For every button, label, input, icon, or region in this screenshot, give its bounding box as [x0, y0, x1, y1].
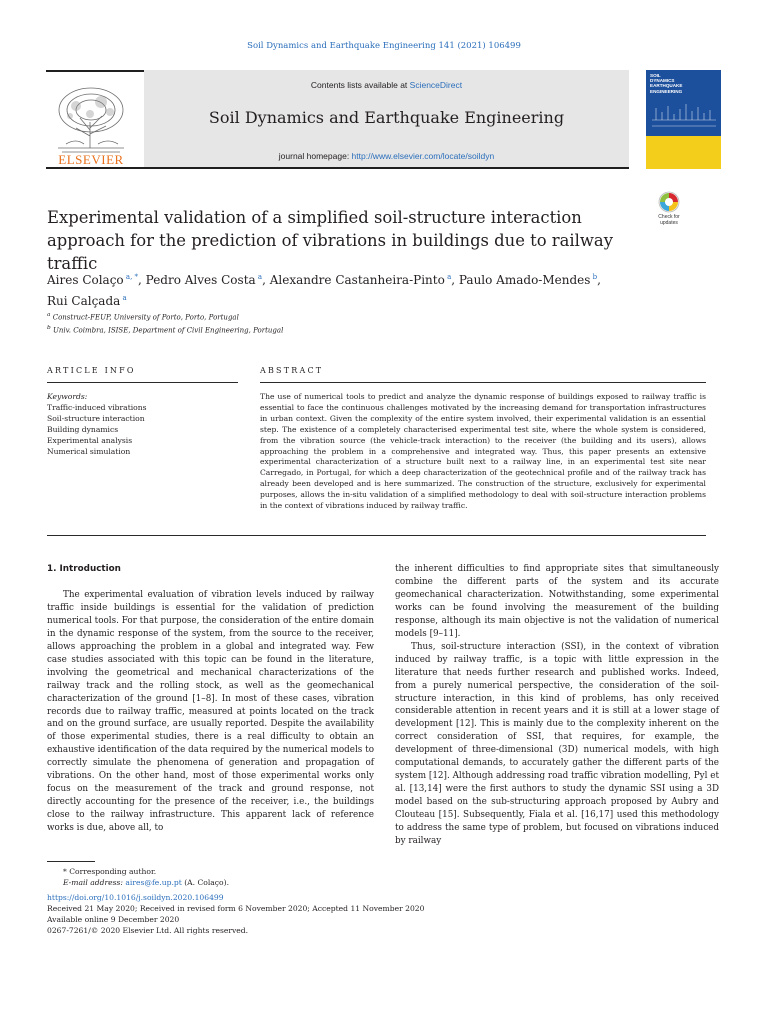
keyword-item: Soil-structure interaction [47, 413, 145, 423]
received-dates: Received 21 May 2020; Received in revised form 6 November 2020; Accepted 11 November 2020 [47, 903, 425, 913]
affiliation-text: Construct-FEUP, University of Porto, Porto, Portugal [52, 313, 239, 322]
author-affiliation-mark[interactable]: a [122, 294, 127, 302]
publisher-name: ELSEVIER [58, 152, 124, 167]
email-note [47, 877, 697, 888]
cover-title [650, 73, 682, 94]
abstract-heading: ABSTRACT [260, 366, 324, 375]
cover-title-line: SOIL [650, 73, 661, 78]
affiliations [47, 310, 687, 337]
crossmark-label-line: Check for [658, 214, 680, 220]
journal-cover-thumbnail[interactable] [646, 70, 721, 169]
homepage-prefix: journal homepage: [278, 151, 352, 161]
crossmark-icon [650, 190, 688, 216]
doi-link[interactable]: https://doi.org/10.1016/j.soildyn.2020.106499 [47, 892, 224, 902]
cover-title-line: ENGINEERING [650, 88, 683, 94]
keyword-item: Numerical simulation [47, 446, 131, 456]
author-affiliation-mark[interactable]: a, * [125, 273, 139, 281]
keyword-item: Experimental analysis [47, 435, 133, 445]
footnote-rule [47, 861, 95, 862]
journal-reference[interactable]: Soil Dynamics and Earthquake Engineering 141 (2021) 106499 [247, 41, 521, 51]
affiliation-mark: a [47, 312, 51, 318]
contents-prefix: Contents lists available at [310, 80, 410, 90]
contents-line [144, 80, 629, 90]
author-affiliation-mark[interactable]: a [257, 273, 263, 281]
cover-title-line: DYNAMICS [650, 78, 675, 84]
article-info-heading: ARTICLE INFO [47, 366, 136, 375]
author-list [47, 268, 687, 310]
homepage-link[interactable]: http://www.elsevier.com/locate/soildyn [351, 151, 495, 161]
keyword-item: Building dynamics [47, 424, 119, 434]
email-label: E-mail address: [63, 878, 123, 888]
section-heading: 1. Introduction [47, 564, 121, 574]
abstract-text: The use of numerical tools to predict and analyze the dynamic response of buildings exposed to railway traffic is essential to face the continuous challenges motivated by the increasing demand for transportation infrastructures in urban context. Given the complexity of the entire system involved, their experimental validation is an essential step. The existence of a completely characterised experimental test site, where the whole system is considered, from the vibration source (the vehicle-track interaction) to the receiver (the building and its users), allows approaching the problem in a comprehensive and integrated way. Thus, this paper presents an extensive experimental characterization of a structure built next to a railway line, in an experimental test site near Carregado, in Portugal, for which a deep characterization of the geotechnical profile and of the railway track has already been developed and is here summarized. The construction of the structure, exclusively for experimental purposes, allows the in-situ validation of a simplified methodology to deal with soil-structure interaction problems in the context of vibrations induced by railway traffic. [260, 392, 706, 511]
author-affiliation-mark[interactable]: a [447, 273, 452, 281]
keywords-label: Keywords: [47, 392, 88, 401]
journal-homepage-line [144, 151, 629, 161]
copyright: 0267-7261/© 2020 Elsevier Ltd. All rights reserved. [47, 926, 249, 936]
corresponding-author-note [47, 866, 697, 877]
author-separator: , [597, 273, 601, 287]
footnotes [47, 866, 697, 937]
email-link[interactable]: aires@fe.up.pt [125, 878, 182, 888]
abstract-rule [260, 382, 706, 383]
journal-masthead [46, 70, 629, 169]
body-paragraph: the inherent difficulties to find appropriate sites that simultaneously combine the different parts of the system and its accurate geomechanical characterization. Notwithstanding, some experimental works can be found involving the measurement of the building response, although its main objective is not the validation of numerical models [9–11]. [395, 564, 719, 639]
author-name[interactable]: Alexandre Castanheira-Pinto [269, 273, 445, 287]
check-for-updates-badge[interactable] [650, 190, 688, 230]
affiliation-item [47, 310, 687, 323]
author-name[interactable]: Paulo Amado-Mendes [458, 273, 591, 287]
affiliation-text: Univ. Coimbra, ISISE, Department of Civil Engineering, Portugal [52, 326, 284, 335]
affiliation-item [47, 323, 687, 336]
body-column-right [395, 563, 719, 848]
article-title: Experimental validation of a simplified soil-structure interaction approach for the prediction of vibrations in buildings due to railway traffic [47, 208, 613, 273]
author-separator: , [262, 273, 270, 287]
keywords-block [47, 392, 237, 457]
author-separator: , [138, 273, 146, 287]
crossmark-label-line: updates [660, 219, 678, 226]
asterisk-mark: * [63, 867, 67, 876]
affiliation-mark: b [47, 325, 51, 332]
author-name[interactable]: Aires Colaço [47, 273, 124, 287]
keyword-item: Traffic-induced vibrations [47, 402, 147, 412]
author-affiliation-mark[interactable]: b [592, 273, 598, 281]
sciencedirect-link[interactable]: ScienceDirect [409, 80, 463, 90]
corresponding-author-text: Corresponding author. [69, 867, 157, 876]
body-paragraph: Thus, soil-structure interaction (SSI), in the context of vibration induced by railway traffic, is a topic with little expression in the literature that needs further research and published works. Indeed, from a purely numerical perspective, the consideration of the soil-structure interaction, in this kind of problems, has only received considerable attention in recent years and it is still at a lower stage of development [12]. This is mainly due to the complexity inherent on the correct consideration of SSI, that requires, for example, the development of three-dimensional (3D) numerical models, with high computational demands, to accurately gather the different parts of the system [12]. Although addressing road traffic vibration modelling, Pyl et al. [13,14] were the first authors to study the dynamic SSI using a 3D model based on the sub-structuring approach proposed by Aubry and Clouteau [15]. Subsequently, Fiala et al. [16,17] used this methodology to address the same type of problem, but focused on vibrations induced by railway [395, 641, 719, 847]
cover-bottom-panel [646, 136, 721, 169]
author-name[interactable]: Rui Calçada [47, 294, 121, 308]
cover-title-line: EARTHQUAKE [650, 83, 683, 89]
author-name[interactable]: Pedro Alves Costa [145, 273, 256, 287]
front-matter-bottom-rule [47, 535, 706, 536]
journal-title: Soil Dynamics and Earthquake Engineering [208, 108, 565, 127]
available-online: Available online 9 December 2020 [47, 915, 180, 925]
body-paragraph: The experimental evaluation of vibration levels induced by railway traffic inside buildings is essential for the validation of prediction numerical tools. For that purpose, the consideration of the entire domain in the dynamic response of the system, from the source to the receiver, allows approaching the problem in a global and integrated way. Few case studies associated with this topic can be found in the literature, involving the geometrical and mechanical characterizations of the railway track and the rolling stock, as well as the geomechanical characterization of the ground [1–8]. In most of these cases, vibration records due to railway traffic, measured at points located on the track and on the ground surface, are usually reported. Despite the availability of those experimental studies, there is a real difficulty to obtain an exhaustive identification of the data required by the numerical models to correctly simulate the phenomena of generation and propagation of vibrations. On the other hand, most of those experimental works only focus on the measurement of the track and ground response, not directly accounting for the presence of the receiver, i.e., the buildings close to the railway infrastructure. This apparent lack of reference works is due, above all, to [47, 589, 374, 834]
body-column-left [47, 563, 374, 835]
author-separator: , [451, 273, 459, 287]
article-info-rule [47, 382, 238, 383]
cover-graphic [652, 100, 716, 134]
crossmark-label [650, 215, 688, 226]
email-suffix: (A. Colaço). [181, 878, 230, 888]
